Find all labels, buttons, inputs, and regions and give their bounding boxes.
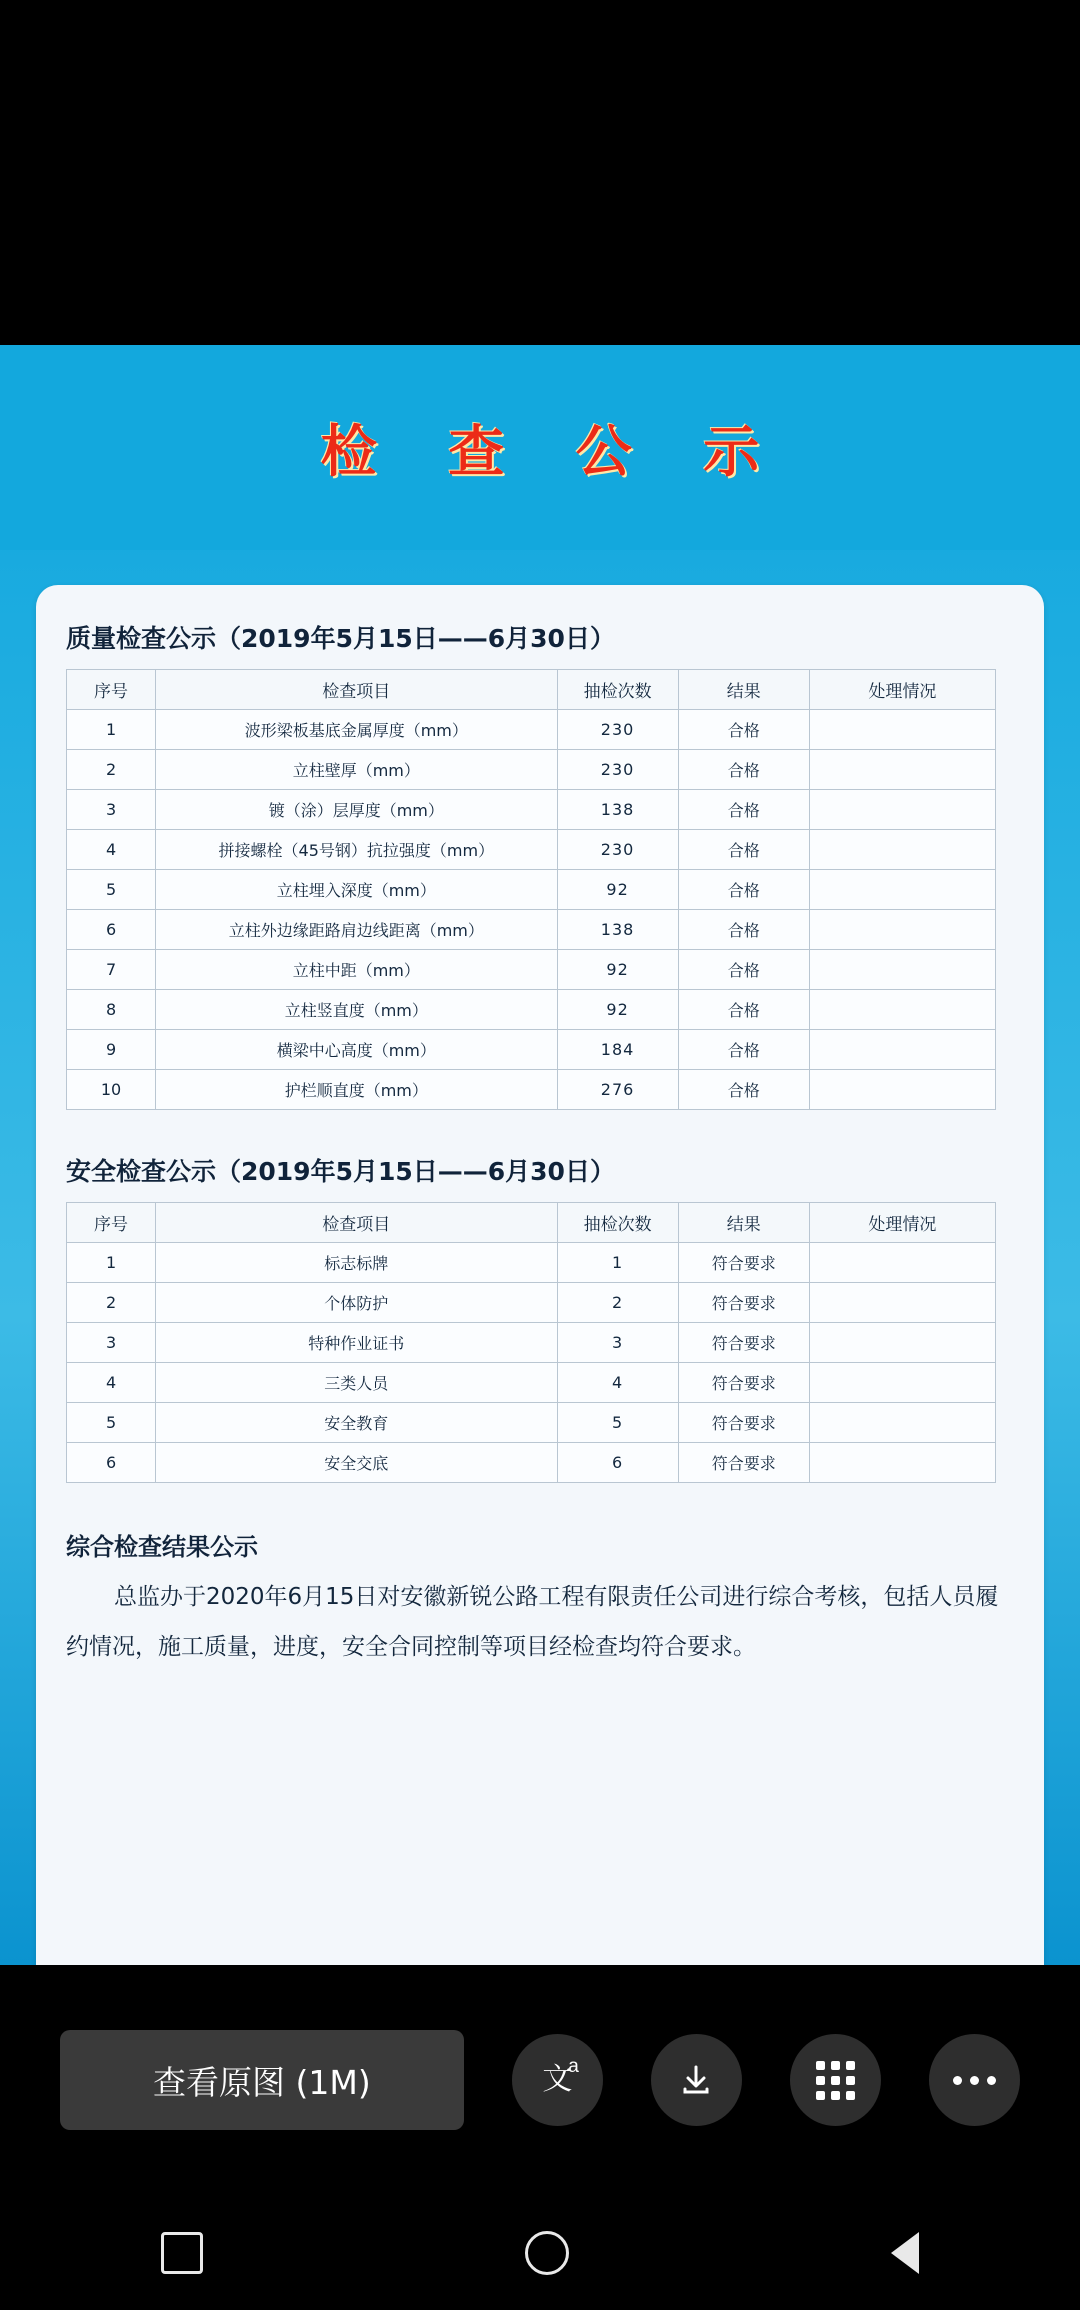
- cell-result: 合格: [678, 790, 809, 830]
- cell-index: 4: [67, 1363, 156, 1403]
- cell-count: 1: [557, 1243, 678, 1283]
- summary-title: 综合检查结果公示: [66, 1533, 258, 1561]
- column-header-index: 序号: [67, 670, 156, 710]
- cell-count: 138: [557, 910, 678, 950]
- column-header-result: 结果: [678, 670, 809, 710]
- cell-index: 6: [67, 1443, 156, 1483]
- cell-result: 符合要求: [678, 1243, 809, 1283]
- quality-section-title: 质量检查公示（2019年5月15日——6月30日）: [66, 624, 615, 653]
- cell-index: 1: [67, 1243, 156, 1283]
- table-row: [67, 1323, 996, 1363]
- home-button-icon[interactable]: [525, 2231, 569, 2275]
- cell-item: 立柱壁厚（mm）: [156, 750, 557, 790]
- cell-result: 合格: [678, 830, 809, 870]
- cell-count: 2: [557, 1283, 678, 1323]
- cell-result: 合格: [678, 1070, 809, 1110]
- cell-handling: [809, 870, 995, 910]
- cell-handling: [809, 1323, 995, 1363]
- table-row: [67, 910, 996, 950]
- cell-handling: [809, 910, 995, 950]
- cell-item: 特种作业证书: [156, 1323, 557, 1363]
- table-row: [67, 790, 996, 830]
- cell-handling: [809, 1030, 995, 1070]
- cell-count: 4: [557, 1363, 678, 1403]
- table-row: [67, 1443, 996, 1483]
- table-header-row: [67, 670, 996, 710]
- column-header-handling: 处理情况: [809, 670, 995, 710]
- cell-index: 3: [67, 1323, 156, 1363]
- table-header-row: [67, 1203, 996, 1243]
- cell-index: 2: [67, 1283, 156, 1323]
- cell-count: 6: [557, 1443, 678, 1483]
- cell-index: 10: [67, 1070, 156, 1110]
- cell-item: 波形梁板基底金属厚度（mm）: [156, 710, 557, 750]
- cell-item: 护栏顺直度（mm）: [156, 1070, 557, 1110]
- cell-index: 6: [67, 910, 156, 950]
- cell-item: 安全交底: [156, 1443, 557, 1483]
- table-row: [67, 1030, 996, 1070]
- cell-index: 4: [67, 830, 156, 870]
- cell-result: 符合要求: [678, 1323, 809, 1363]
- cell-index: 5: [67, 1403, 156, 1443]
- cell-index: 9: [67, 1030, 156, 1070]
- cell-item: 镀（涂）层厚度（mm）: [156, 790, 557, 830]
- table-row: [67, 1283, 996, 1323]
- translate-superscript-icon: a: [568, 2056, 579, 2077]
- cell-result: 符合要求: [678, 1283, 809, 1323]
- table-row: [67, 990, 996, 1030]
- view-original-button[interactable]: [60, 2030, 464, 2130]
- cell-count: 230: [557, 750, 678, 790]
- cell-count: 276: [557, 1070, 678, 1110]
- view-original-label: 查看原图 (1M): [153, 2062, 371, 2102]
- cell-index: 1: [67, 710, 156, 750]
- grid-icon: [816, 2061, 855, 2100]
- bottom-action-bar: [0, 1965, 1080, 2195]
- banner-title: 检 查 公 示: [320, 419, 786, 485]
- table-row: [67, 750, 996, 790]
- cell-handling: [809, 830, 995, 870]
- quality-table: [66, 669, 996, 1110]
- cell-result: 符合要求: [678, 1363, 809, 1403]
- cell-handling: [809, 990, 995, 1030]
- cell-result: 合格: [678, 870, 809, 910]
- cell-result: 合格: [678, 1030, 809, 1070]
- safety-section-title: 安全检查公示（2019年5月15日——6月30日）: [66, 1157, 615, 1186]
- cell-handling: [809, 790, 995, 830]
- column-header-count: 抽检次数: [557, 1203, 678, 1243]
- cell-item: 拼接螺栓（45号钢）抗拉强度（mm）: [156, 830, 557, 870]
- cell-result: 合格: [678, 910, 809, 950]
- cell-handling: [809, 1443, 995, 1483]
- table-row: [67, 1363, 996, 1403]
- cell-item: 安全教育: [156, 1403, 557, 1443]
- back-button-icon[interactable]: [891, 2232, 919, 2274]
- translate-button[interactable]: [512, 2034, 603, 2126]
- recents-button-icon[interactable]: [161, 2232, 203, 2274]
- cell-index: 5: [67, 870, 156, 910]
- safety-table: [66, 1202, 996, 1483]
- cell-result: 合格: [678, 750, 809, 790]
- column-header-item: 检查项目: [156, 670, 557, 710]
- download-button[interactable]: [651, 2034, 742, 2126]
- cell-count: 92: [557, 990, 678, 1030]
- cell-count: 92: [557, 870, 678, 910]
- cell-count: 138: [557, 790, 678, 830]
- table-row: [67, 830, 996, 870]
- cell-result: 合格: [678, 710, 809, 750]
- cell-result: 符合要求: [678, 1443, 809, 1483]
- cell-index: 7: [67, 950, 156, 990]
- cell-handling: [809, 1283, 995, 1323]
- cell-count: 230: [557, 710, 678, 750]
- system-navigation-bar: [0, 2195, 1080, 2310]
- cell-handling: [809, 1243, 995, 1283]
- table-row: [67, 1070, 996, 1110]
- notice-banner: [0, 345, 1080, 550]
- table-row: [67, 710, 996, 750]
- cell-handling: [809, 1403, 995, 1443]
- cell-index: 2: [67, 750, 156, 790]
- cell-handling: [809, 1070, 995, 1110]
- cell-handling: [809, 1363, 995, 1403]
- cell-count: 184: [557, 1030, 678, 1070]
- more-icon: [953, 2076, 996, 2085]
- table-row: [67, 1403, 996, 1443]
- table-row: [67, 950, 996, 990]
- cell-index: 8: [67, 990, 156, 1030]
- translate-icon: 文: [542, 2062, 573, 2097]
- image-viewer[interactable]: [0, 345, 1080, 1965]
- column-header-result: 结果: [678, 1203, 809, 1243]
- cell-index: 3: [67, 790, 156, 830]
- column-header-item: 检查项目: [156, 1203, 557, 1243]
- cell-result: 合格: [678, 950, 809, 990]
- notice-paper: [36, 585, 1044, 1965]
- cell-count: 230: [557, 830, 678, 870]
- cell-count: 92: [557, 950, 678, 990]
- cell-item: 三类人员: [156, 1363, 557, 1403]
- cell-item: 立柱埋入深度（mm）: [156, 870, 557, 910]
- cell-item: 立柱中距（mm）: [156, 950, 557, 990]
- more-options-button[interactable]: [929, 2034, 1020, 2126]
- cell-item: 个体防护: [156, 1283, 557, 1323]
- cell-handling: [809, 950, 995, 990]
- cell-handling: [809, 710, 995, 750]
- cell-result: 符合要求: [678, 1403, 809, 1443]
- summary-body: 总监办于2020年6月15日对安徽新锐公路工程有限责任公司进行综合考核，包括人员履约情况，施工质量，进度，安全合同控制等项目经检查均符合要求。: [66, 1584, 999, 1660]
- column-header-handling: 处理情况: [809, 1203, 995, 1243]
- cell-item: 立柱外边缘距路肩边线距离（mm）: [156, 910, 557, 950]
- cell-item: 横梁中心高度（mm）: [156, 1030, 557, 1070]
- cell-handling: [809, 750, 995, 790]
- column-header-index: 序号: [67, 1203, 156, 1243]
- download-icon: [676, 2060, 716, 2100]
- cell-result: 合格: [678, 990, 809, 1030]
- apps-grid-button[interactable]: [790, 2034, 881, 2126]
- table-row: [67, 870, 996, 910]
- cell-count: 5: [557, 1403, 678, 1443]
- cell-count: 3: [557, 1323, 678, 1363]
- cell-item: 标志标牌: [156, 1243, 557, 1283]
- table-row: [67, 1243, 996, 1283]
- cell-item: 立柱竖直度（mm）: [156, 990, 557, 1030]
- column-header-count: 抽检次数: [557, 670, 678, 710]
